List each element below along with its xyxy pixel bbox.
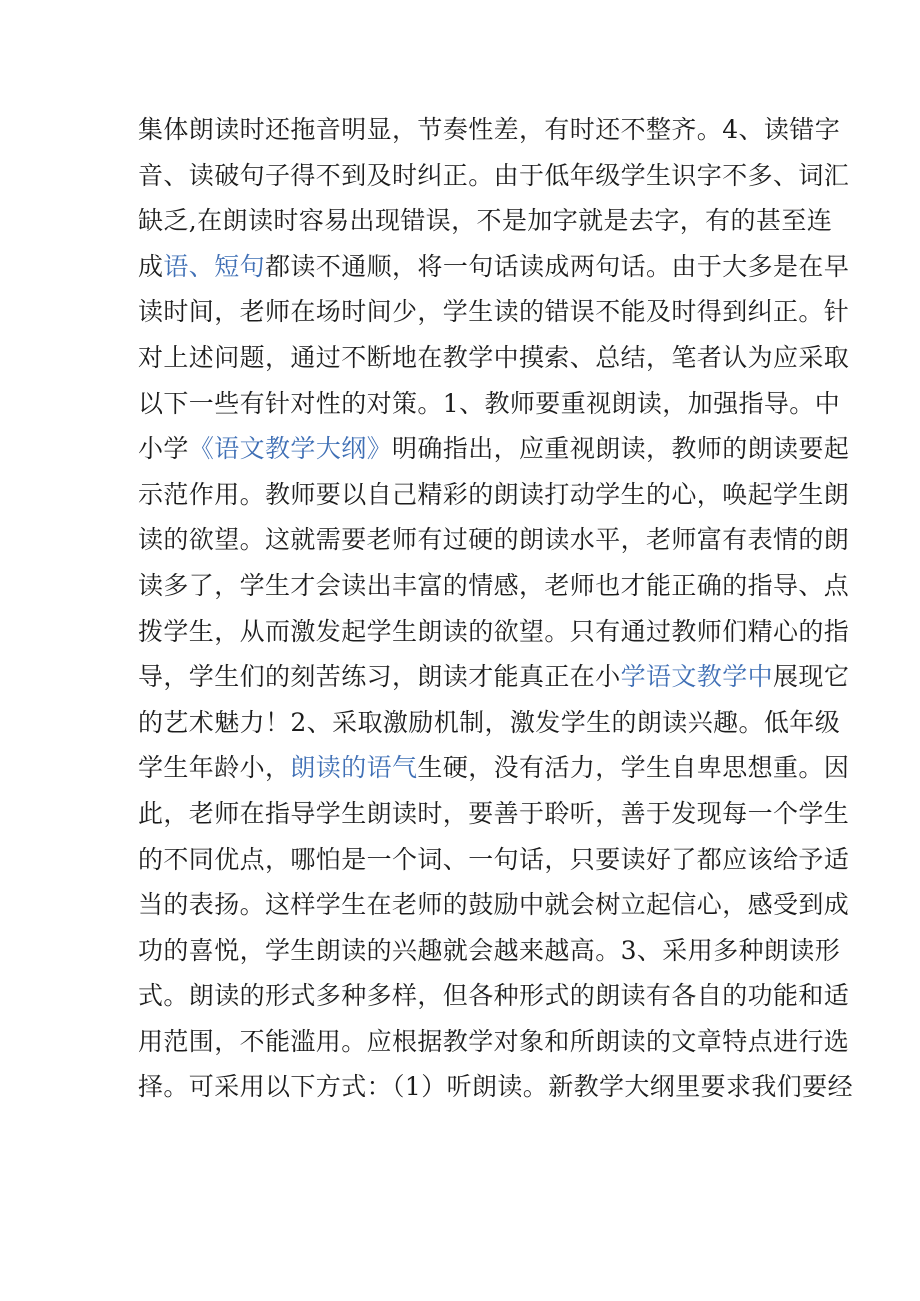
text-run: 示范作用。教师要以自己精彩的朗读打动学生的心，唤起学生朗 <box>138 479 850 509</box>
text-run: 的不同优点，哪怕是一个词、一句话，只要读好了都应该给予适 <box>138 844 850 874</box>
inline-link[interactable]: 《语文教学大纲》 <box>188 434 393 464</box>
text-line <box>138 153 850 199</box>
text-run: 展现它 <box>773 662 850 692</box>
text-line <box>138 472 850 518</box>
text-line <box>138 1064 854 1110</box>
text-line <box>138 563 850 609</box>
text-run: 的艺术魅力！2、采取激励机制，激发学生的朗读兴趣。低年级 <box>138 707 841 737</box>
text-line <box>138 973 850 1019</box>
text-run: 集体朗读时还拖音明显，节奏性差，有时还不整齐。4、读错字 <box>138 115 841 144</box>
text-run: 音、读破句子得不到及时纠正。由于低年级学生识字不多、词汇 <box>138 160 850 190</box>
text-line <box>138 700 841 746</box>
text-run: 此，老师在指导学生朗读时，要善于聆听，善于发现每一个学生 <box>138 798 850 828</box>
inline-link[interactable]: 语、短句 <box>163 251 266 281</box>
text-line <box>138 244 850 290</box>
text-run: 生硬，没有活力，学生自卑思想重。因 <box>417 753 850 783</box>
text-run: 学生年龄小， <box>138 753 291 783</box>
text-run: 拨学生，从而激发起学生朗读的欲望。只有通过教师们精心的指 <box>138 616 850 646</box>
text-run: 都读不通顺，将一句话读成两句话。由于大多是在早 <box>265 251 850 281</box>
text-run: 当的表扬。这样学生在老师的鼓励中就会树立起信心，感受到成 <box>138 890 850 920</box>
text-run: 以下一些有针对性的对策。1、教师要重视朗读，加强指导。中 <box>138 388 841 418</box>
text-line <box>138 1019 850 1065</box>
text-line <box>138 837 850 883</box>
text-line <box>138 426 850 472</box>
text-run: 择。可采用以下方式：（1）听朗读。新教学大纲里要求我们要经 <box>138 1072 854 1102</box>
text-line <box>138 654 850 700</box>
text-run: 成 <box>138 251 164 281</box>
text-run: 读多了，学生才会读出丰富的情感，老师也才能正确的指导、点 <box>138 570 850 600</box>
text-line <box>138 791 850 837</box>
text-run: 式。朗读的形式多种多样，但各种形式的朗读有各自的功能和适 <box>138 981 850 1011</box>
inline-link[interactable]: 学语文教学中 <box>620 662 774 692</box>
text-line <box>138 335 850 381</box>
body-paragraph <box>138 107 854 1110</box>
inline-link[interactable]: 朗读的语气 <box>290 753 418 783</box>
text-run: 功的喜悦，学生朗读的兴趣就会越来越高。3、采用多种朗读形 <box>138 935 841 965</box>
text-run: 用范围，不能滥用。应根据教学对象和所朗读的文章特点进行选 <box>138 1026 850 1056</box>
text-run: 小学 <box>138 434 189 464</box>
text-run: 导，学生们的刻苦练习，朗读才能真正在小 <box>138 662 621 692</box>
text-line <box>138 928 841 974</box>
text-line <box>138 289 850 335</box>
text-run: 读的欲望。这就需要老师有过硬的朗读水平，老师富有表情的朗 <box>138 525 850 555</box>
text-line <box>138 107 841 153</box>
text-run: 明确指出，应重视朗读，教师的朗读要起 <box>392 434 850 464</box>
text-run: 读时间，老师在场时间少，学生读的错误不能及时得到纠正。针 <box>138 297 850 327</box>
text-line <box>138 198 833 244</box>
text-line <box>138 517 850 563</box>
text-line <box>138 882 850 928</box>
text-line <box>138 609 850 655</box>
text-line <box>138 745 850 791</box>
text-run: 对上述问题，通过不断地在教学中摸索、总结，笔者认为应采取 <box>138 342 850 372</box>
text-line <box>138 381 841 427</box>
text-run: 缺乏,在朗读时容易出现错误，不是加字就是去字，有的甚至连 <box>138 206 833 236</box>
